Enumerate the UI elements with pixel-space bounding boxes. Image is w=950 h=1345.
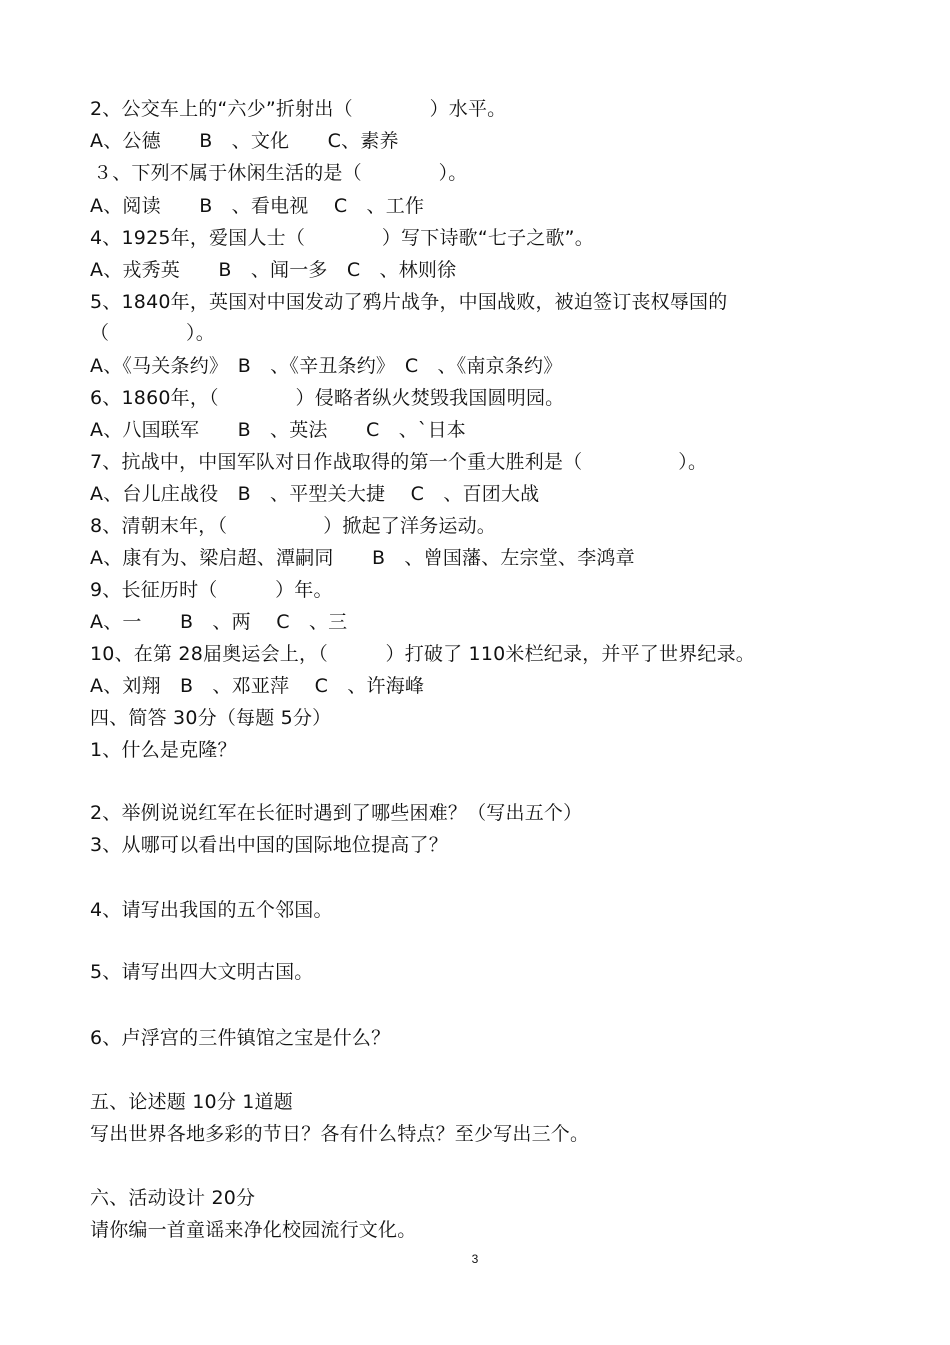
question-7-options: A、台儿庄战役 B 、平型关大捷 C 、百团大战	[90, 483, 540, 505]
question-5-options: A、《马关条约》 B 、《辛丑条约》 C 、《南京条约》	[90, 355, 563, 377]
question-5-stem-cont: （ ）。	[90, 322, 215, 344]
question-6-options: A、八国联军 B 、英法 C 、`日本	[90, 419, 466, 441]
question-3-options: A、阅读 B 、看电视 C 、工作	[90, 195, 425, 217]
question-9-options: A、一 B 、两 C 、三	[90, 611, 348, 633]
short-answer-4: 4、请写出我国的五个邻国。	[90, 899, 333, 921]
question-6-stem: 6、1860年，（ ）侵略者纵火焚毁我国圆明园。	[90, 387, 565, 409]
question-2-options: A、公德 B 、文化 C、素养	[90, 130, 399, 152]
short-answer-1: 1、什么是克隆？	[90, 739, 237, 761]
question-8-stem: 8、清朝末年，（ ）掀起了洋务运动。	[90, 515, 496, 537]
question-5-stem: 5、1840年，英国对中国发动了鸦片战争，中国战败，被迫签订丧权辱国的	[90, 291, 728, 313]
question-3-stem: ３、下列不属于休闲生活的是（ ）。	[93, 162, 468, 184]
section-5-body: 写出世界各地多彩的节日？各有什么特点？至少写出三个。	[90, 1123, 590, 1145]
question-8-options: A、康有为、梁启超、潭嗣同 B 、曾国藩、左宗堂、李鸿章	[90, 547, 635, 569]
short-answer-6: 6、卢浮宫的三件镇馆之宝是什么？	[90, 1027, 391, 1049]
section-4-title: 四、简答 30分（每题 5分）	[90, 707, 332, 729]
question-2-stem: 2、公交车上的“六少”折射出（ ）水平。	[90, 98, 507, 120]
question-4-options: A、戎秀英 B 、闻一多 C 、林则徐	[90, 259, 457, 281]
section-6-body: 请你编一首童谣来净化校园流行文化。	[90, 1219, 417, 1241]
section-5-title: 五、论述题 10分 1道题	[90, 1091, 293, 1113]
question-4-stem: 4、1925年，爱国人士（ ）写下诗歌“七子之歌”。	[90, 227, 594, 249]
question-7-stem: 7、抗战中，中国军队对日作战取得的第一个重大胜利是（ ）。	[90, 451, 708, 473]
short-answer-5: 5、请写出四大文明古国。	[90, 961, 314, 983]
question-10-options: A、刘翔 B 、邓亚萍 C 、许海峰	[90, 675, 425, 697]
section-6-title: 六、活动设计 20分	[90, 1187, 256, 1209]
page-number: 3	[471, 1252, 479, 1266]
short-answer-2: 2、举例说说红军在长征时遇到了哪些困难？（写出五个）	[90, 802, 583, 824]
question-10-stem: 10、在第 28届奥运会上，（ ）打破了 110米栏纪录，并平了世界纪录。	[90, 643, 755, 665]
short-answer-3: 3、从哪可以看出中国的国际地位提高了？	[90, 834, 448, 856]
question-9-stem: 9、长征历时（ ）年。	[90, 579, 333, 601]
